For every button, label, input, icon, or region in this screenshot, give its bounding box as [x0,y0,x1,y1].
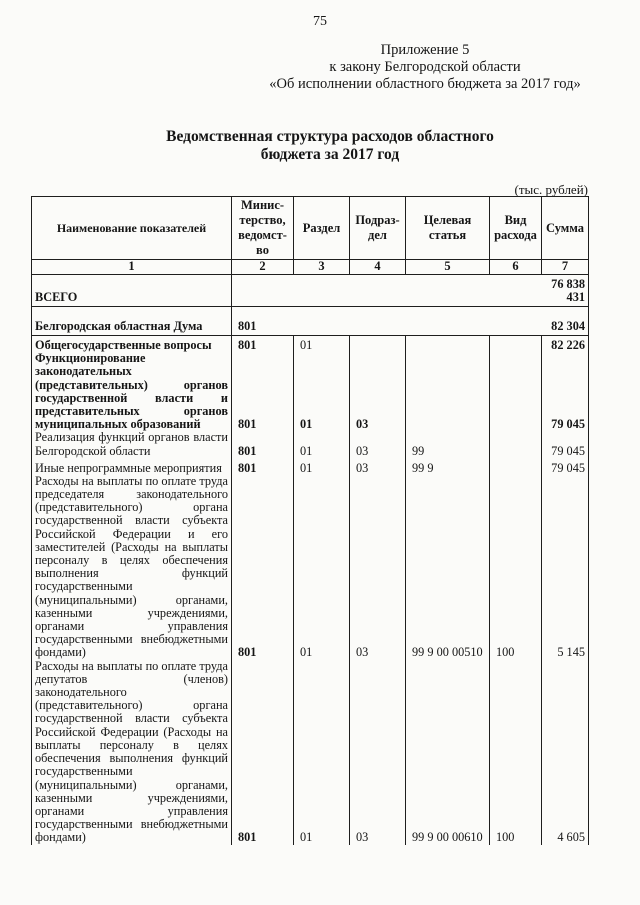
row-ministry: 801 [232,352,294,431]
row-target: 99 9 00 00610 [406,660,490,845]
row-section: 01 [294,352,350,431]
title-line-1: Ведомственная структура расходов областного [166,128,494,145]
row-name: Иные непрограммные мероприятия [32,458,232,475]
row-sum: 82 304 [542,307,589,336]
row-name: Белгородская областная Дума [32,307,232,336]
row-subsection: 03 [350,352,406,431]
table-row-chairman [32,475,589,660]
row-name: Расходы на выплаты по оплате труда депутатов (членов) законодательного (представительного) органа государственной власти субъекта Российской Федерации (Расходы на выплаты персоналу в целях обеспечения выполнения функций государственными (муниципальными) органами, казенными учреждениями, органами управления государственными внебюджетными фондами) [32,660,232,845]
appendix-line-2: к закону Белгородской области [329,59,521,75]
row-subsection: 03 [350,458,406,475]
expenditure-table [31,196,589,845]
units-label: (тыс. рублей) [514,182,588,197]
row-ministry: 801 [232,431,294,457]
header-row [32,197,589,260]
col-num-3: 3 [294,260,350,275]
header-type: Вид расхода [490,197,542,260]
table-row-other [32,458,589,475]
row-ministry: 801 [232,475,294,660]
col-num-5: 5 [406,260,490,275]
col-num-4: 4 [350,260,406,275]
row-sum: 79 045 [542,431,589,457]
row-sum: 79 045 [542,458,589,475]
header-section: Раздел [294,197,350,260]
row-section: 01 [294,660,350,845]
row-name: Реализация функций органов власти Белгородской области [32,431,232,457]
row-subsection: 03 [350,660,406,845]
row-sum: 79 045 [542,352,589,431]
row-ministry: 801 [232,307,294,336]
header-subsection: Подраз-дел [350,197,406,260]
row-target: 99 9 00 00510 [406,475,490,660]
row-subsection: 03 [350,431,406,457]
row-subsection: 03 [350,475,406,660]
document-title [150,128,510,164]
header-ministry: Минис-терство, ведомст-во [232,197,294,260]
column-number-row [32,260,589,275]
col-num-7: 7 [542,260,589,275]
table-row-general [32,336,589,353]
row-sum: 5 145 [542,475,589,660]
appendix-block [260,42,590,93]
col-num-2: 2 [232,260,294,275]
table-row-functioning [32,352,589,431]
row-section: 01 [294,336,350,353]
table-row-duma [32,307,589,336]
row-ministry: 801 [232,336,294,353]
row-name: Функционирование законодательных (представительных) органов государственной власти и представительных органов муниципальных образований [32,352,232,431]
row-sum: 4 605 [542,660,589,845]
row-ministry: 801 [232,660,294,845]
col-num-6: 6 [490,260,542,275]
appendix-line-1: Приложение 5 [380,42,470,58]
row-section: 01 [294,458,350,475]
row-section: 01 [294,475,350,660]
row-target: 99 9 [406,458,490,475]
header-sum: Сумма [542,197,589,260]
col-num-1: 1 [32,260,232,275]
appendix-line-3: «Об исполнении областного бюджета за 2017 год» [269,76,581,92]
row-name: ВСЕГО [32,275,232,307]
title-line-2: бюджета за 2017 год [260,146,400,163]
row-ministry: 801 [232,458,294,475]
row-target: 99 [406,431,490,457]
row-section: 01 [294,431,350,457]
table-row-deputies [32,660,589,845]
page-number: 75 [313,14,327,29]
row-sum: 76 838 431 [542,275,589,307]
row-sum: 82 226 [542,336,589,353]
row-name: Общегосударственные вопросы [32,336,232,353]
row-type: 100 [490,660,542,845]
table-row-realization [32,431,589,457]
header-target: Целевая статья [406,197,490,260]
header-name: Наименование показателей [32,197,232,260]
row-type: 100 [490,475,542,660]
table-row-total [32,275,589,307]
row-name: Расходы на выплаты по оплате труда председателя законодательного (представительного) органа государственной власти субъекта Российской Федерации и его заместителей (Расходы на выплаты персоналу в целях обеспечения выполнения функций государственными (муниципальными) органами, казенными учреждениями, органами управления государственными внебюджетными фондами) [32,475,232,660]
